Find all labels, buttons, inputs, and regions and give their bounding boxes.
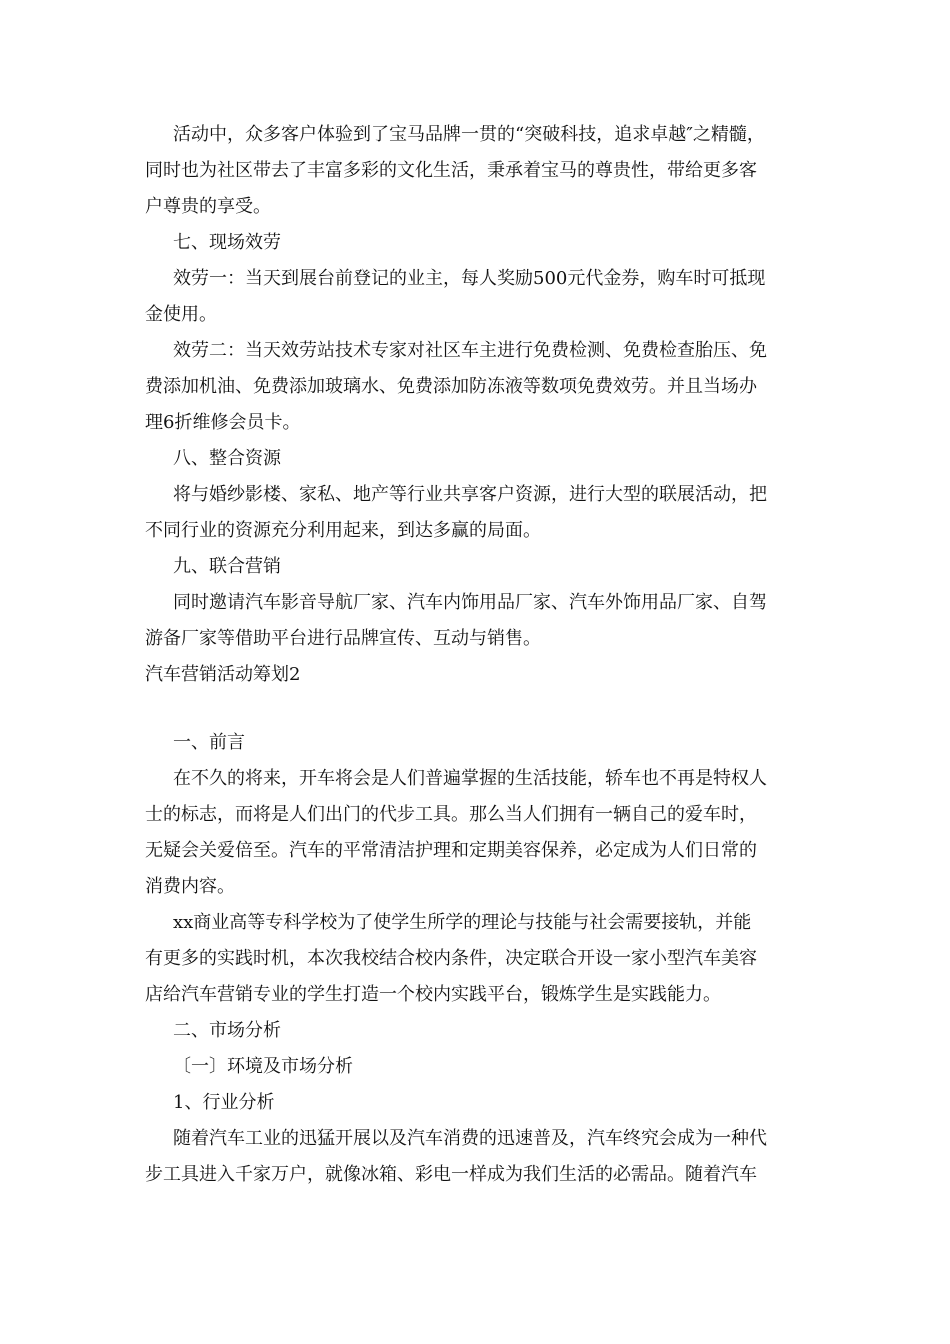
paragraph-line: 店给汽车营销专业的学生打造一个校内实践平台，锻炼学生是实践能力。 [145, 984, 721, 1005]
paragraph-line: 金使用。 [145, 304, 217, 325]
document-title: 汽车营销活动筹划2 [145, 664, 301, 685]
section-heading: 七、现场效劳 [173, 232, 281, 253]
paragraph-line: 活动中，众多客户体验到了宝马品牌一贯的“突破科技，追求卓越″之精髓， [173, 124, 765, 145]
paragraph-line: 有更多的实践时机，本次我校结合校内条件，决定联合开设一家小型汽车美容 [145, 948, 757, 969]
paragraph-line: 将与婚纱影楼、家私、地产等行业共享客户资源，进行大型的联展活动，把 [173, 484, 767, 505]
paragraph-line: 游备厂家等借助平台进行品牌宣传、互动与销售。 [145, 628, 541, 649]
paragraph-line: 费添加机油、免费添加玻璃水、免费添加防冻液等数项免费效劳。并且当场办 [145, 376, 757, 397]
subsection-heading: 〔一〕环境及市场分析 [173, 1056, 353, 1077]
paragraph-line: 步工具进入千家万户，就像冰箱、彩电一样成为我们生活的必需品。随着汽车 [145, 1164, 757, 1185]
subsection-heading: 1、行业分析 [173, 1092, 275, 1113]
paragraph-line: 同时也为社区带去了丰富多彩的文化生活，秉承着宝马的尊贵性，带给更多客 [145, 160, 757, 181]
paragraph-line: 效劳二：当天效劳站技术专家对社区车主进行免费检测、免费检查胎压、免 [173, 340, 767, 361]
paragraph-line: 消费内容。 [145, 876, 235, 897]
section-heading: 九、联合营销 [173, 556, 281, 577]
paragraph-line: 理6折维修会员卡。 [145, 412, 301, 433]
paragraph-line: xx商业高等专科学校为了使学生所学的理论与技能与社会需要接轨，并能 [173, 912, 752, 933]
paragraph-line: 无疑会关爱倍至。汽车的平常清洁护理和定期美容保养，必定成为人们日常的 [145, 840, 757, 861]
paragraph-line: 士的标志，而将是人们出门的代步工具。那么当人们拥有一辆自己的爱车时， [145, 804, 757, 825]
paragraph-line: 在不久的将来，开车将会是人们普遍掌握的生活技能，轿车也不再是特权人 [173, 768, 767, 789]
paragraph-line: 同时邀请汽车影音导航厂家、汽车内饰用品厂家、汽车外饰用品厂家、自驾 [173, 592, 767, 613]
paragraph-line: 随着汽车工业的迅猛开展以及汽车消费的迅速普及，汽车终究会成为一种代 [173, 1128, 767, 1149]
section-heading: 八、整合资源 [173, 448, 281, 469]
paragraph-line: 效劳一：当天到展台前登记的业主，每人奖励500元代金券，购车时可抵现 [173, 268, 766, 289]
section-heading: 一、前言 [173, 732, 245, 753]
paragraph-line: 户尊贵的享受。 [145, 196, 271, 217]
paragraph-line: 不同行业的资源充分利用起来，到达多赢的局面。 [145, 520, 541, 541]
section-heading: 二、市场分析 [173, 1020, 281, 1041]
